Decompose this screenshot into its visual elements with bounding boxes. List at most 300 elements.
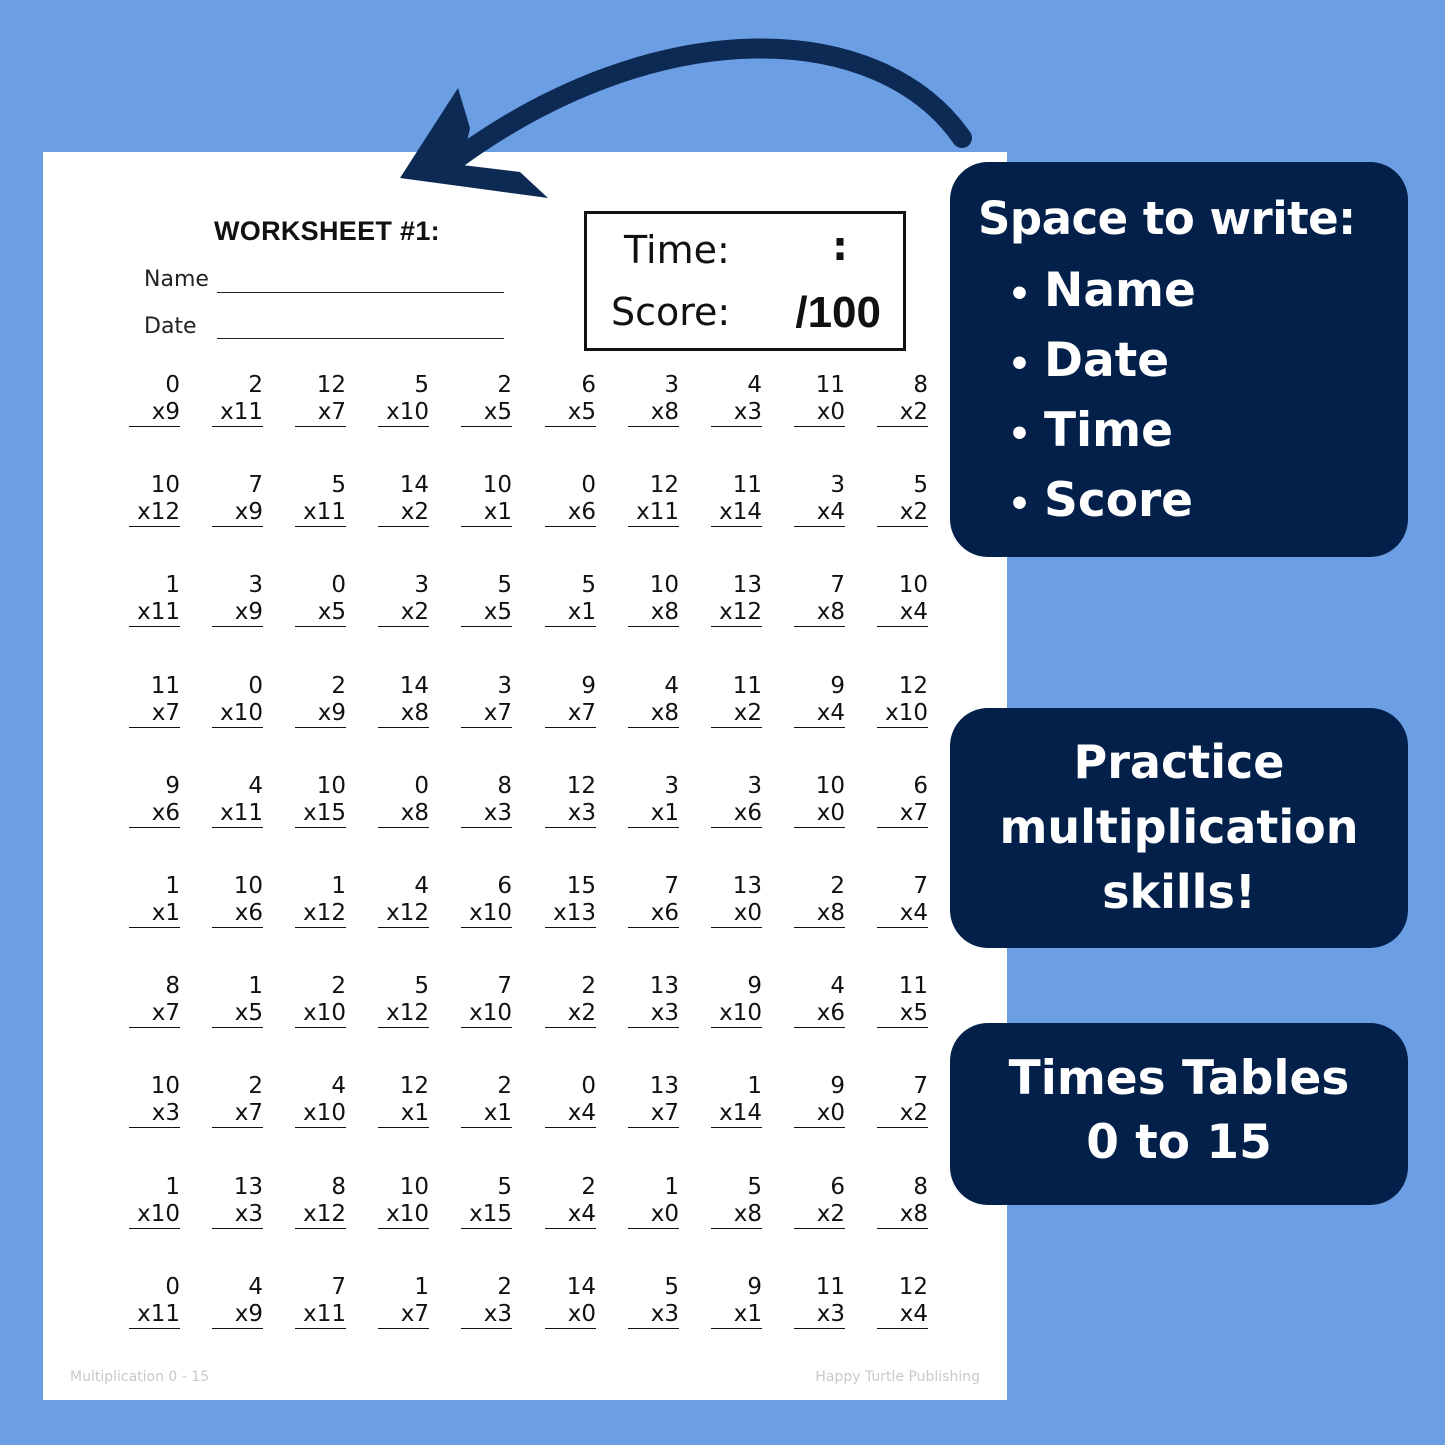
problem-multiplier: x2 <box>794 1201 845 1229</box>
problem-multiplicand: 10 <box>316 773 346 799</box>
problem-cell <box>545 673 596 728</box>
problem-multiplicand: 0 <box>414 773 429 799</box>
feature-date: Date <box>1044 333 1170 388</box>
problem-multiplier: x3 <box>129 1100 180 1128</box>
problem-multiplier: x15 <box>461 1201 512 1229</box>
problem-cell <box>129 1073 180 1128</box>
problem-cell <box>628 472 679 527</box>
problem-multiplicand: 7 <box>664 873 679 899</box>
problem-multiplier: x8 <box>628 399 679 427</box>
problem-multiplicand: 11 <box>732 472 762 498</box>
problem-multiplicand: 8 <box>331 1174 346 1200</box>
problem-multiplier: x8 <box>378 700 429 728</box>
bullet-icon: • <box>1008 344 1032 385</box>
problem-cell <box>295 372 346 427</box>
problem-cell <box>628 1174 679 1229</box>
problem-multiplicand: 1 <box>664 1174 679 1200</box>
problem-multiplier: x4 <box>877 900 928 928</box>
problem-multiplier: x11 <box>295 1301 346 1329</box>
footer-subject: Multiplication 0 - 15 <box>70 1369 210 1385</box>
problem-cell <box>378 572 429 627</box>
problem-cell <box>794 873 845 928</box>
problem-multiplier: x10 <box>711 1000 762 1028</box>
problem-multiplicand: 0 <box>165 1274 180 1300</box>
problem-multiplier: x3 <box>794 1301 845 1329</box>
problem-multiplicand: 2 <box>331 973 346 999</box>
problem-cell <box>212 1073 263 1128</box>
problem-multiplicand: 13 <box>732 873 762 899</box>
problem-multiplier: x10 <box>378 1201 429 1229</box>
problem-multiplicand: 13 <box>649 973 679 999</box>
problem-cell <box>794 572 845 627</box>
times-tables-text <box>950 1047 1408 1175</box>
problem-cell <box>212 372 263 427</box>
list-item <box>1008 468 1196 538</box>
problem-multiplicand: 2 <box>830 873 845 899</box>
list-item <box>1008 398 1196 468</box>
problem-multiplier: x3 <box>545 800 596 828</box>
problem-multiplier: x5 <box>295 599 346 627</box>
problem-multiplicand: 1 <box>165 873 180 899</box>
problem-multiplicand: 8 <box>165 973 180 999</box>
problem-multiplicand: 11 <box>898 973 928 999</box>
problem-multiplier: x12 <box>129 499 180 527</box>
problem-cell <box>461 1174 512 1229</box>
problem-multiplicand: 1 <box>331 873 346 899</box>
problem-multiplicand: 11 <box>815 372 845 398</box>
problem-cell <box>628 372 679 427</box>
problem-multiplier: x7 <box>295 399 346 427</box>
problem-multiplier: x7 <box>129 1000 180 1028</box>
problem-cell <box>295 973 346 1028</box>
problem-cell <box>711 773 762 828</box>
problem-multiplicand: 4 <box>331 1073 346 1099</box>
problem-cell <box>461 673 512 728</box>
problem-multiplier: x1 <box>628 800 679 828</box>
problem-multiplier: x14 <box>711 1100 762 1128</box>
problem-cell <box>545 472 596 527</box>
problem-cell <box>545 1174 596 1229</box>
problem-multiplicand: 3 <box>664 773 679 799</box>
problem-multiplicand: 10 <box>649 572 679 598</box>
problem-multiplicand: 1 <box>165 1174 180 1200</box>
problem-multiplier: x8 <box>711 1201 762 1229</box>
problem-multiplicand: 12 <box>399 1073 429 1099</box>
problem-cell <box>212 873 263 928</box>
problem-multiplicand: 9 <box>830 673 845 699</box>
problem-cell <box>711 673 762 728</box>
practice-line: skills! <box>1102 865 1256 919</box>
problem-multiplicand: 4 <box>830 973 845 999</box>
problem-multiplicand: 5 <box>913 472 928 498</box>
score-total: /100 <box>795 288 881 337</box>
problem-multiplicand: 4 <box>747 372 762 398</box>
date-blank-line <box>217 338 504 339</box>
problem-multiplicand: 1 <box>248 973 263 999</box>
feature-time: Time <box>1044 403 1174 458</box>
problem-multiplier: x10 <box>212 700 263 728</box>
problem-multiplicand: 7 <box>830 572 845 598</box>
problem-multiplicand: 6 <box>913 773 928 799</box>
problem-multiplicand: 4 <box>414 873 429 899</box>
problem-multiplier: x2 <box>877 399 928 427</box>
problem-multiplicand: 5 <box>331 472 346 498</box>
problem-multiplier: x11 <box>129 599 180 627</box>
problem-multiplicand: 0 <box>248 673 263 699</box>
problem-multiplier: x0 <box>794 800 845 828</box>
problem-cell <box>877 673 928 728</box>
problem-cell <box>212 773 263 828</box>
problem-multiplier: x6 <box>711 800 762 828</box>
problem-cell <box>461 773 512 828</box>
problem-multiplicand: 3 <box>497 673 512 699</box>
problem-multiplicand: 3 <box>414 572 429 598</box>
problem-multiplicand: 13 <box>732 572 762 598</box>
problem-cell <box>628 673 679 728</box>
problem-cell <box>212 1274 263 1329</box>
problem-multiplicand: 6 <box>497 873 512 899</box>
problem-multiplier: x5 <box>461 399 512 427</box>
worksheet-title: WORKSHEET #1: <box>214 216 440 246</box>
problem-multiplicand: 5 <box>497 1174 512 1200</box>
problem-multiplier: x2 <box>378 499 429 527</box>
problem-multiplier: x11 <box>628 499 679 527</box>
problem-multiplier: x2 <box>545 1000 596 1028</box>
problem-cell <box>711 472 762 527</box>
problem-multiplier: x9 <box>212 499 263 527</box>
problem-multiplier: x4 <box>794 499 845 527</box>
problem-multiplier: x1 <box>461 499 512 527</box>
name-label: Name <box>144 267 209 292</box>
problem-cell <box>129 873 180 928</box>
problem-multiplicand: 3 <box>248 572 263 598</box>
problem-cell <box>877 572 928 627</box>
problem-cell <box>628 1073 679 1128</box>
problem-multiplier: x4 <box>794 700 845 728</box>
problem-cell <box>378 973 429 1028</box>
problem-multiplicand: 7 <box>497 973 512 999</box>
problem-multiplicand: 12 <box>898 673 928 699</box>
problem-multiplicand: 3 <box>830 472 845 498</box>
problem-cell <box>545 773 596 828</box>
problem-multiplier: x10 <box>378 399 429 427</box>
problem-cell <box>794 973 845 1028</box>
problem-multiplier: x5 <box>877 1000 928 1028</box>
problem-cell <box>461 1073 512 1128</box>
problem-multiplier: x13 <box>545 900 596 928</box>
problem-multiplicand: 10 <box>150 1073 180 1099</box>
problem-cell <box>129 372 180 427</box>
problem-multiplier: x4 <box>877 1301 928 1329</box>
problem-cell <box>628 773 679 828</box>
problem-multiplier: x1 <box>461 1100 512 1128</box>
problem-multiplier: x12 <box>378 1000 429 1028</box>
problem-cell <box>877 472 928 527</box>
problem-multiplier: x3 <box>628 1301 679 1329</box>
problem-multiplier: x10 <box>295 1000 346 1028</box>
problem-multiplier: x14 <box>711 499 762 527</box>
list-item <box>1008 258 1196 328</box>
problem-cell <box>628 1274 679 1329</box>
problem-multiplicand: 9 <box>747 973 762 999</box>
features-panel <box>950 162 1408 557</box>
problem-multiplicand: 9 <box>581 673 596 699</box>
problem-multiplicand: 2 <box>248 1073 263 1099</box>
problem-cell <box>129 1174 180 1229</box>
problem-multiplicand: 11 <box>150 673 180 699</box>
problem-cell <box>295 472 346 527</box>
tables-line: Times Tables <box>1008 1051 1350 1106</box>
problem-cell <box>295 1174 346 1229</box>
problem-multiplicand: 4 <box>248 1274 263 1300</box>
problem-cell <box>212 673 263 728</box>
problem-cell <box>545 1073 596 1128</box>
problem-multiplier: x0 <box>711 900 762 928</box>
problem-multiplier: x2 <box>877 1100 928 1128</box>
date-label: Date <box>144 314 197 339</box>
problem-cell <box>378 873 429 928</box>
problem-multiplicand: 2 <box>497 1073 512 1099</box>
problem-multiplier: x12 <box>295 1201 346 1229</box>
problem-multiplicand: 7 <box>913 873 928 899</box>
problem-cell <box>378 1274 429 1329</box>
problem-cell <box>212 1174 263 1229</box>
problem-cell <box>461 1274 512 1329</box>
problem-multiplicand: 2 <box>581 973 596 999</box>
problem-cell <box>545 572 596 627</box>
problem-cell <box>295 572 346 627</box>
problem-cell <box>129 472 180 527</box>
problem-multiplicand: 5 <box>747 1174 762 1200</box>
problem-multiplier: x9 <box>129 399 180 427</box>
problem-cell <box>877 773 928 828</box>
problem-cell <box>711 1073 762 1128</box>
problem-multiplicand: 11 <box>732 673 762 699</box>
problem-multiplier: x2 <box>877 499 928 527</box>
problem-multiplier: x5 <box>461 599 512 627</box>
problem-multiplier: x9 <box>212 599 263 627</box>
problem-cell <box>711 572 762 627</box>
problem-multiplicand: 1 <box>165 572 180 598</box>
problem-multiplier: x3 <box>628 1000 679 1028</box>
problem-multiplicand: 5 <box>581 572 596 598</box>
problem-multiplier: x11 <box>212 800 263 828</box>
problem-multiplier: x3 <box>212 1201 263 1229</box>
problem-multiplier: x11 <box>212 399 263 427</box>
problem-multiplier: x6 <box>129 800 180 828</box>
problem-multiplicand: 0 <box>581 1073 596 1099</box>
problem-multiplier: x10 <box>877 700 928 728</box>
problem-multiplicand: 2 <box>331 673 346 699</box>
problem-multiplicand: 10 <box>815 773 845 799</box>
problem-cell <box>877 1274 928 1329</box>
problem-multiplier: x0 <box>794 1100 845 1128</box>
problem-multiplicand: 12 <box>316 372 346 398</box>
problem-multiplicand: 11 <box>815 1274 845 1300</box>
problem-multiplicand: 10 <box>233 873 263 899</box>
problem-cell <box>545 873 596 928</box>
worksheet-page <box>43 152 1007 1400</box>
problem-multiplier: x11 <box>295 499 346 527</box>
bullet-icon: • <box>1008 484 1032 525</box>
problem-cell <box>461 372 512 427</box>
problem-multiplier: x0 <box>545 1301 596 1329</box>
problem-cell <box>129 773 180 828</box>
problem-multiplier: x2 <box>378 599 429 627</box>
footer-publisher: Happy Turtle Publishing <box>815 1369 980 1385</box>
features-list <box>1008 258 1196 538</box>
problem-multiplicand: 5 <box>664 1274 679 1300</box>
problem-multiplier: x1 <box>129 900 180 928</box>
bullet-icon: • <box>1008 274 1032 315</box>
problem-multiplier: x0 <box>794 399 845 427</box>
problem-multiplicand: 0 <box>331 572 346 598</box>
list-item <box>1008 328 1196 398</box>
problem-multiplicand: 14 <box>399 472 429 498</box>
problem-multiplicand: 9 <box>165 773 180 799</box>
problem-cell <box>628 572 679 627</box>
problem-cell <box>545 1274 596 1329</box>
time-label: Time: <box>624 228 730 272</box>
problem-multiplier: x15 <box>295 800 346 828</box>
problem-cell <box>877 973 928 1028</box>
problem-multiplier: x5 <box>212 1000 263 1028</box>
problem-cell <box>212 973 263 1028</box>
problem-multiplicand: 2 <box>248 372 263 398</box>
problem-cell <box>711 873 762 928</box>
problem-multiplier: x9 <box>212 1301 263 1329</box>
feature-score: Score <box>1044 473 1194 528</box>
problem-multiplier: x5 <box>545 399 596 427</box>
problem-multiplier: x1 <box>378 1100 429 1128</box>
problem-cell <box>295 1274 346 1329</box>
problem-multiplicand: 4 <box>248 773 263 799</box>
problem-cell <box>295 673 346 728</box>
problem-multiplier: x11 <box>129 1301 180 1329</box>
problem-multiplicand: 7 <box>248 472 263 498</box>
problem-multiplicand: 0 <box>165 372 180 398</box>
problem-multiplier: x4 <box>545 1100 596 1128</box>
problem-multiplier: x3 <box>461 1301 512 1329</box>
problem-multiplicand: 7 <box>331 1274 346 1300</box>
problem-cell <box>378 372 429 427</box>
problem-multiplicand: 9 <box>830 1073 845 1099</box>
problem-multiplicand: 14 <box>566 1274 596 1300</box>
problem-cell <box>794 1073 845 1128</box>
problem-cell <box>295 773 346 828</box>
problem-cell <box>129 973 180 1028</box>
problem-multiplicand: 7 <box>913 1073 928 1099</box>
problem-cell <box>378 1073 429 1128</box>
problem-multiplier: x12 <box>295 900 346 928</box>
problem-multiplier: x0 <box>628 1201 679 1229</box>
problem-cell <box>877 1073 928 1128</box>
problem-multiplicand: 10 <box>150 472 180 498</box>
tables-line: 0 to 15 <box>1086 1115 1272 1170</box>
score-label: Score: <box>611 290 731 334</box>
problem-multiplicand: 10 <box>482 472 512 498</box>
problem-multiplier: x8 <box>794 599 845 627</box>
problem-multiplier: x7 <box>212 1100 263 1128</box>
problem-multiplicand: 13 <box>649 1073 679 1099</box>
problem-cell <box>212 472 263 527</box>
problem-cell <box>794 1174 845 1229</box>
problem-multiplier: x10 <box>295 1100 346 1128</box>
problem-multiplicand: 0 <box>581 472 596 498</box>
problem-multiplicand: 10 <box>399 1174 429 1200</box>
problem-cell <box>461 572 512 627</box>
problem-multiplicand: 4 <box>664 673 679 699</box>
problem-multiplier: x12 <box>378 900 429 928</box>
problem-multiplier: x8 <box>877 1201 928 1229</box>
problem-multiplier: x7 <box>877 800 928 828</box>
problem-multiplicand: 1 <box>747 1073 762 1099</box>
problem-cell <box>545 973 596 1028</box>
problem-multiplicand: 2 <box>497 1274 512 1300</box>
problem-multiplicand: 6 <box>581 372 596 398</box>
problem-multiplicand: 12 <box>898 1274 928 1300</box>
bullet-icon: • <box>1008 414 1032 455</box>
problem-multiplier: x2 <box>711 700 762 728</box>
feature-name: Name <box>1044 263 1196 318</box>
problem-cell <box>877 372 928 427</box>
practice-line: Practice <box>1073 735 1285 789</box>
problem-multiplicand: 12 <box>649 472 679 498</box>
problem-multiplicand: 5 <box>414 973 429 999</box>
problem-cell <box>461 472 512 527</box>
problem-multiplier: x8 <box>628 599 679 627</box>
problem-cell <box>711 1174 762 1229</box>
practice-panel <box>950 708 1408 948</box>
problem-cell <box>461 973 512 1028</box>
problem-multiplier: x8 <box>794 900 845 928</box>
problem-multiplicand: 6 <box>830 1174 845 1200</box>
problem-multiplier: x12 <box>711 599 762 627</box>
problem-cell <box>794 1274 845 1329</box>
problem-cell <box>711 973 762 1028</box>
problem-multiplicand: 8 <box>913 1174 928 1200</box>
problem-multiplier: x6 <box>212 900 263 928</box>
problem-multiplier: x6 <box>794 1000 845 1028</box>
problem-cell <box>877 1174 928 1229</box>
problem-multiplier: x3 <box>461 800 512 828</box>
problem-multiplicand: 3 <box>747 773 762 799</box>
problem-cell <box>295 1073 346 1128</box>
problem-multiplier: x1 <box>711 1301 762 1329</box>
problem-multiplier: x8 <box>378 800 429 828</box>
problem-multiplicand: 13 <box>233 1174 263 1200</box>
problem-cell <box>545 372 596 427</box>
problem-cell <box>461 873 512 928</box>
problem-cell <box>628 873 679 928</box>
problem-multiplicand: 15 <box>566 873 596 899</box>
practice-line: multiplication <box>999 800 1359 854</box>
problem-cell <box>628 973 679 1028</box>
problem-cell <box>794 673 845 728</box>
practice-text <box>950 730 1408 925</box>
problem-multiplier: x3 <box>711 399 762 427</box>
problem-multiplier: x9 <box>295 700 346 728</box>
problem-multiplicand: 2 <box>581 1174 596 1200</box>
problem-cell <box>378 773 429 828</box>
problem-multiplicand: 1 <box>414 1274 429 1300</box>
problem-multiplicand: 3 <box>664 372 679 398</box>
problem-multiplier: x1 <box>545 599 596 627</box>
problem-multiplicand: 9 <box>747 1274 762 1300</box>
problem-cell <box>129 673 180 728</box>
problem-multiplier: x6 <box>545 499 596 527</box>
problem-cell <box>212 572 263 627</box>
